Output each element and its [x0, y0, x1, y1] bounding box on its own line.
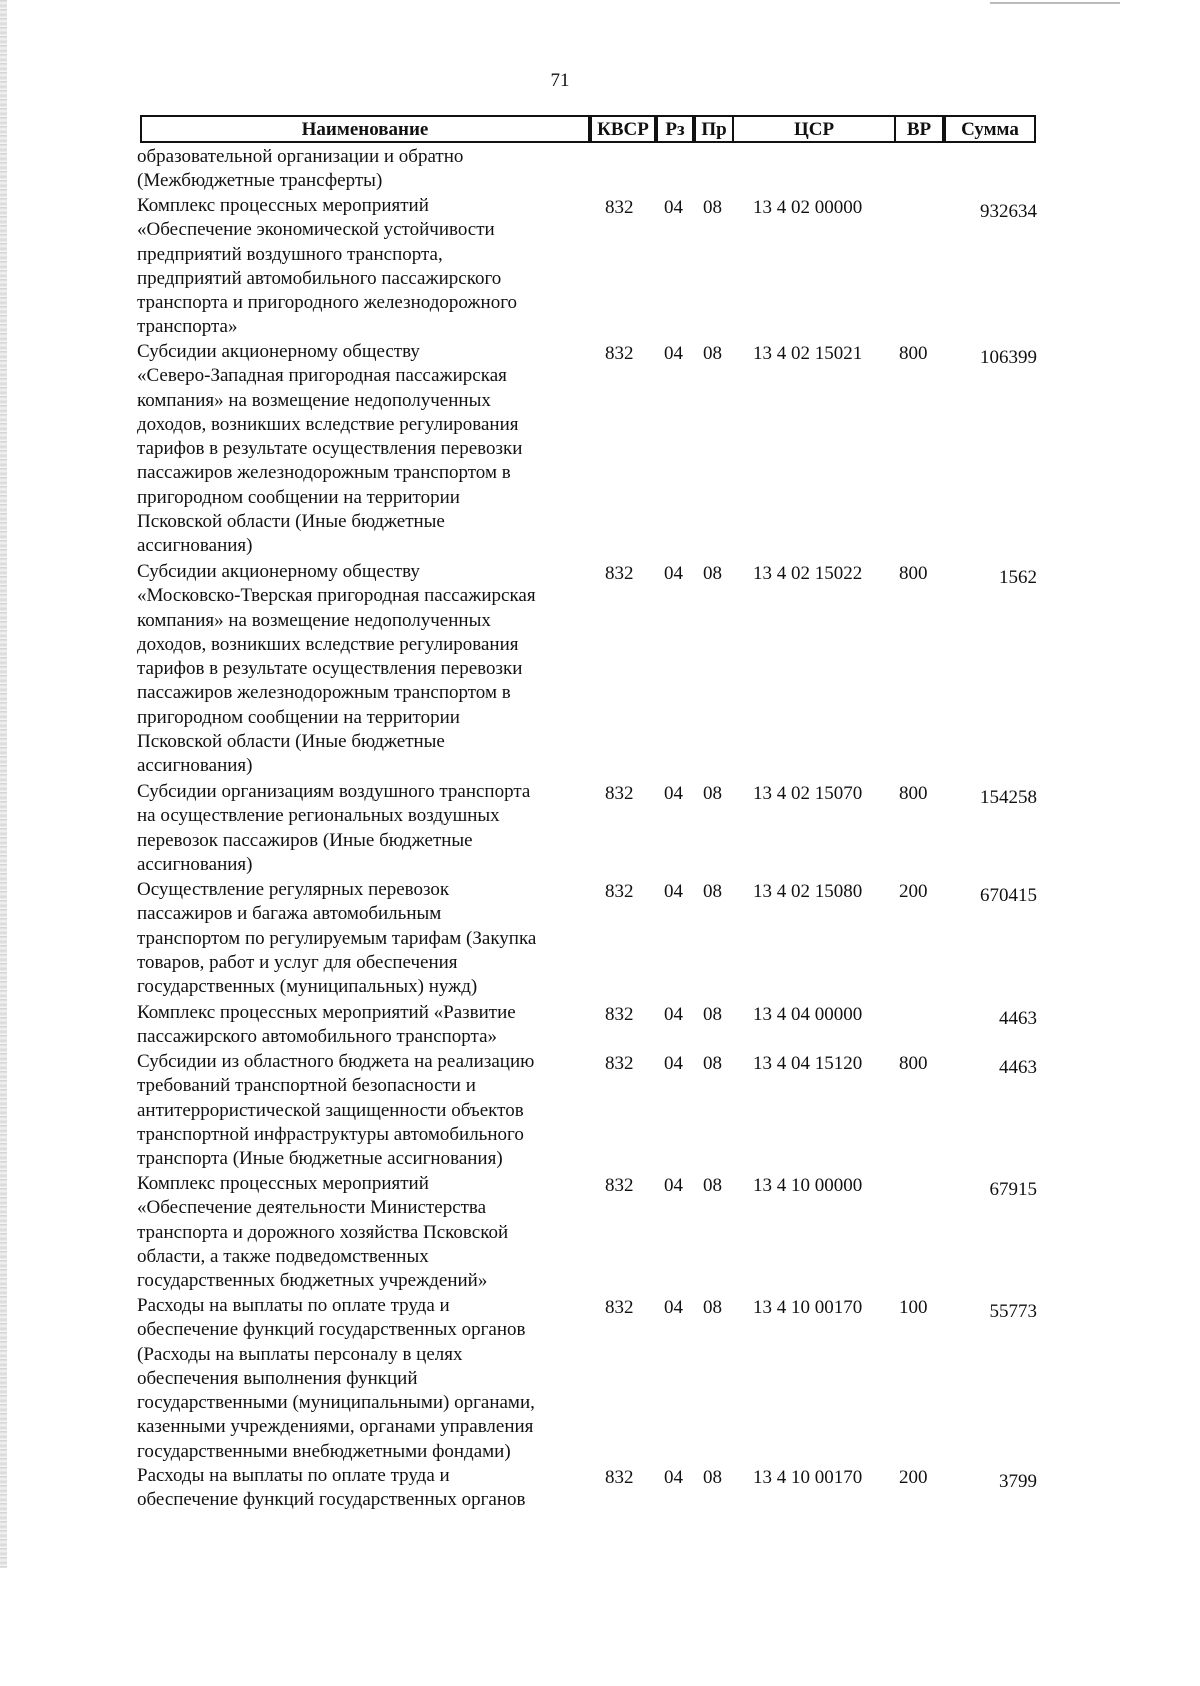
row-name-line: транспорта и пригородного железнодорожного — [137, 292, 518, 314]
row-name — [137, 878, 577, 999]
row-name — [137, 780, 577, 877]
row-name — [137, 1294, 577, 1464]
cell-pr: 08 — [703, 1467, 722, 1488]
row-name-line: доходов, возникших вследствие регулирования — [137, 633, 519, 655]
cell-sum: 3799 — [999, 1471, 1037, 1492]
row-name-line: государственных бюджетных учреждений» — [137, 1270, 488, 1292]
cell-vr: 100 — [899, 1297, 928, 1318]
cell-kvsr: 832 — [605, 563, 634, 584]
header-sum: Сумма — [944, 115, 1036, 143]
cell-sum: 670415 — [980, 885, 1037, 906]
row-name-line: тарифов в результате осуществления перевозки — [137, 658, 523, 680]
cell-kvsr: 832 — [605, 881, 634, 902]
row-name-line: антитеррористической защищенности объектов — [137, 1099, 524, 1121]
row-name-line: Комплекс процессных мероприятий — [137, 195, 429, 216]
cell-sum: 4463 — [999, 1008, 1037, 1029]
cell-csr: 13 4 02 15021 — [753, 343, 863, 364]
cell-kvsr: 832 — [605, 1467, 634, 1488]
row-name-line: обеспечения выполнения функций — [137, 1367, 418, 1389]
cell-pr: 08 — [703, 197, 722, 218]
row-name-line: транспорта (Иные бюджетные ассигнования) — [137, 1148, 503, 1170]
cell-vr: 800 — [899, 783, 928, 804]
cell-kvsr: 832 — [605, 783, 634, 804]
row-name-line: «Московско-Тверская пригородная пассажирская — [137, 585, 536, 607]
row-name-line: транспортной инфраструктуры автомобильного — [137, 1123, 524, 1145]
row-name — [137, 340, 577, 559]
cell-sum: 55773 — [989, 1301, 1037, 1322]
scan-top-mark — [990, 2, 1120, 4]
header-name: Наименование — [140, 115, 590, 143]
header-rz: Рз — [656, 115, 694, 143]
cell-rz: 04 — [664, 1004, 683, 1025]
cell-kvsr: 832 — [605, 1004, 634, 1025]
row-name-line: Расходы на выплаты по оплате труда и — [137, 1295, 450, 1316]
row-name-line: Псковской области (Иные бюджетные — [137, 511, 445, 533]
row-name-line: доходов, возникших вследствие регулирования — [137, 413, 519, 435]
cell-csr: 13 4 10 00170 — [753, 1467, 863, 1488]
row-name-line: предприятий автомобильного пассажирского — [137, 267, 502, 289]
cell-rz: 04 — [664, 1297, 683, 1318]
row-name-line: государственными (муниципальными) органами, — [137, 1392, 535, 1414]
row-name-line: пригородном сообщении на территории — [137, 486, 460, 508]
row-name-line: Комплекс процессных мероприятий «Развитие — [137, 1002, 516, 1023]
cell-kvsr: 832 — [605, 197, 634, 218]
cell-csr: 13 4 02 15070 — [753, 783, 863, 804]
cell-csr: 13 4 10 00170 — [753, 1297, 863, 1318]
cell-vr: 800 — [899, 563, 928, 584]
page-number: 71 — [550, 70, 570, 91]
header-vr: ВР — [894, 115, 944, 143]
table-header — [0, 115, 1120, 145]
cell-rz: 04 — [664, 1467, 683, 1488]
row-name-line: компания» на возмещение недополученных — [137, 389, 491, 411]
row-name-line: перевозок пассажиров (Иные бюджетные — [137, 829, 473, 851]
cell-kvsr: 832 — [605, 1175, 634, 1196]
row-name-line: ассигнования) — [137, 535, 253, 557]
row-name-line: Расходы на выплаты по оплате труда и — [137, 1465, 450, 1486]
row-name-line: «Обеспечение экономической устойчивости — [137, 219, 495, 241]
row-name-line: пассажиров железнодорожным транспортом в — [137, 682, 511, 704]
row-name-line: Осуществление регулярных перевозок — [137, 879, 450, 900]
cell-sum: 106399 — [980, 347, 1037, 368]
row-name-line: Комплекс процессных мероприятий — [137, 1173, 429, 1194]
cell-rz: 04 — [664, 343, 683, 364]
row-name-line: обеспечение функций государственных органов — [137, 1489, 526, 1511]
cell-pr: 08 — [703, 1053, 722, 1074]
row-name-line: образовательной организации и обратно — [137, 146, 464, 167]
cell-sum: 1562 — [999, 567, 1037, 588]
row-name-line: компания» на возмещение недополученных — [137, 609, 491, 631]
cell-vr: 800 — [899, 343, 928, 364]
row-name-line: тарифов в результате осуществления перевозки — [137, 438, 523, 460]
cell-pr: 08 — [703, 343, 722, 364]
cell-rz: 04 — [664, 1053, 683, 1074]
cell-kvsr: 832 — [605, 1297, 634, 1318]
scan-left-edge — [0, 0, 7, 1568]
row-name-line: пассажиров железнодорожным транспортом в — [137, 462, 511, 484]
row-name-line: требований транспортной безопасности и — [137, 1075, 476, 1097]
row-name-line: Субсидии акционерному обществу — [137, 561, 420, 582]
row-name-line: «Обеспечение деятельности Министерства — [137, 1197, 487, 1219]
cell-csr: 13 4 02 15080 — [753, 881, 863, 902]
row-name-line: Субсидии акционерному обществу — [137, 341, 420, 362]
row-name-line: пассажиров и багажа автомобильным — [137, 903, 442, 925]
cell-rz: 04 — [664, 783, 683, 804]
cell-vr: 200 — [899, 1467, 928, 1488]
row-name — [137, 1001, 577, 1050]
cell-kvsr: 832 — [605, 1053, 634, 1074]
cell-pr: 08 — [703, 881, 722, 902]
row-name-line: государственными внебюджетными фондами) — [137, 1440, 511, 1462]
row-name-line: «Северо-Западная пригородная пассажирская — [137, 365, 507, 387]
row-name — [137, 194, 577, 340]
row-name-line: транспорта» — [137, 316, 238, 338]
cell-sum: 4463 — [999, 1057, 1037, 1078]
header-csr: ЦСР — [734, 115, 894, 143]
row-name — [137, 145, 577, 194]
cell-pr: 08 — [703, 1175, 722, 1196]
row-name-line: (Межбюджетные трансферты) — [137, 170, 383, 192]
cell-sum: 67915 — [989, 1179, 1037, 1200]
row-name-line: транспортом по регулируемым тарифам (Закупка — [137, 927, 537, 949]
row-name-line: товаров, работ и услуг для обеспечения — [137, 951, 458, 973]
cell-kvsr: 832 — [605, 343, 634, 364]
cell-rz: 04 — [664, 881, 683, 902]
row-name-line: транспорта и дорожного хозяйства Псковской — [137, 1221, 509, 1243]
row-name-line: обеспечение функций государственных органов — [137, 1319, 526, 1341]
row-name — [137, 560, 577, 779]
row-name-line: (Расходы на выплаты персоналу в целях — [137, 1343, 463, 1365]
header-pr: Пр — [694, 115, 734, 143]
row-name-line: Субсидии из областного бюджета на реализацию — [137, 1051, 535, 1072]
row-name-line: пассажирского автомобильного транспорта» — [137, 1026, 498, 1048]
cell-rz: 04 — [664, 563, 683, 584]
row-name-line: пригородном сообщении на территории — [137, 706, 460, 728]
cell-csr: 13 4 10 00000 — [753, 1175, 863, 1196]
row-name-line: Псковской области (Иные бюджетные — [137, 731, 445, 753]
row-name-line: казенными учреждениями, органами управления — [137, 1416, 534, 1438]
row-name — [137, 1050, 577, 1171]
row-name — [137, 1172, 577, 1293]
cell-pr: 08 — [703, 1297, 722, 1318]
cell-rz: 04 — [664, 1175, 683, 1196]
cell-pr: 08 — [703, 563, 722, 584]
cell-csr: 13 4 02 15022 — [753, 563, 863, 584]
cell-pr: 08 — [703, 1004, 722, 1025]
row-name-line: ассигнования) — [137, 853, 253, 875]
row-name-line: Субсидии организациям воздушного транспорта — [137, 781, 531, 802]
header-kvsr: КВСР — [590, 115, 656, 143]
cell-csr: 13 4 04 00000 — [753, 1004, 863, 1025]
cell-csr: 13 4 02 00000 — [753, 197, 863, 218]
cell-pr: 08 — [703, 783, 722, 804]
row-name-line: предприятий воздушного транспорта, — [137, 243, 443, 265]
cell-vr: 800 — [899, 1053, 928, 1074]
cell-csr: 13 4 04 15120 — [753, 1053, 863, 1074]
row-name-line: области, а также подведомственных — [137, 1245, 429, 1267]
row-name-line: ассигнования) — [137, 755, 253, 777]
row-name — [137, 1464, 577, 1513]
cell-vr: 200 — [899, 881, 928, 902]
cell-sum: 154258 — [980, 787, 1037, 808]
cell-sum: 932634 — [980, 201, 1037, 222]
cell-rz: 04 — [664, 197, 683, 218]
row-name-line: на осуществление региональных воздушных — [137, 805, 500, 827]
row-name-line: государственных (муниципальных) нужд) — [137, 976, 478, 998]
